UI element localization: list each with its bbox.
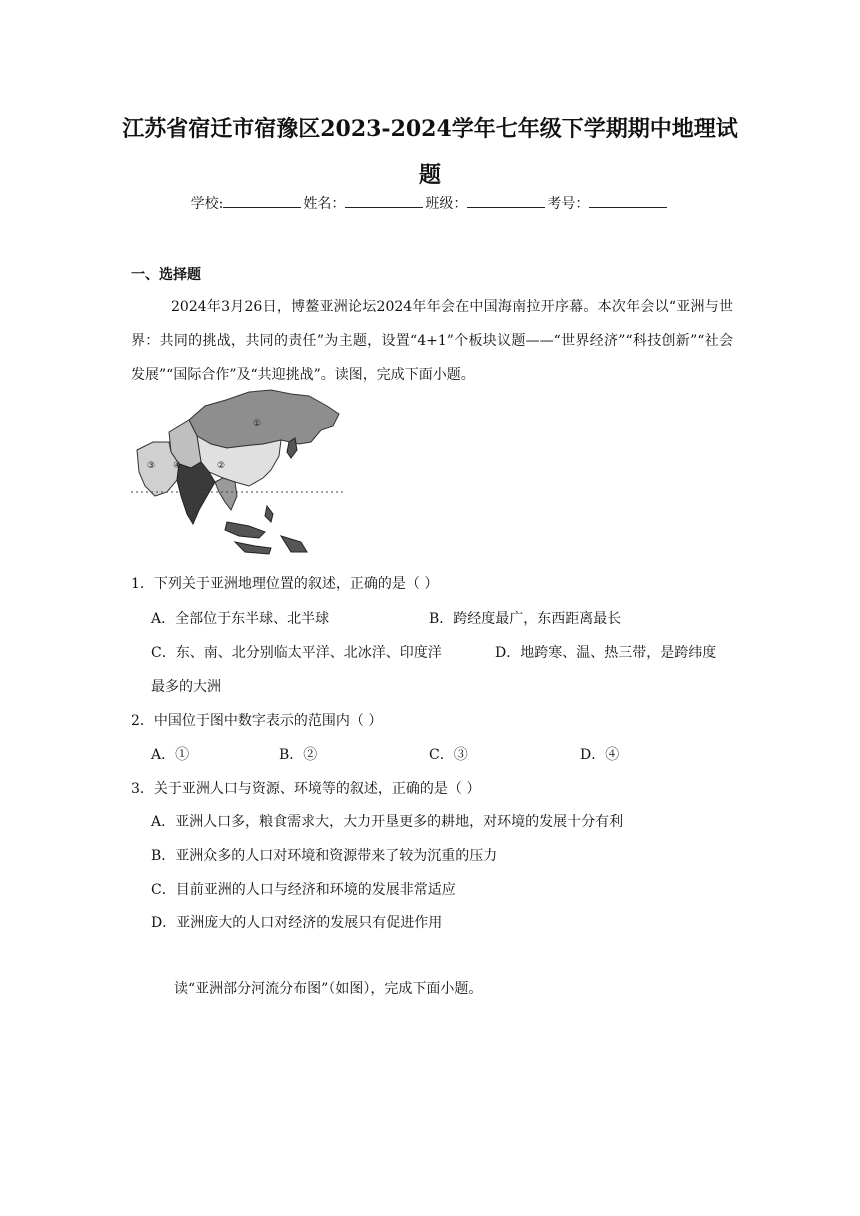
question-2-stem: 2．中国位于图中数字表示的范围内（ ） xyxy=(131,713,383,729)
name-label: 姓名： xyxy=(303,196,346,212)
intro-paragraph: 2024年3月26日，博鳌亚洲论坛2024年年会在中国海南拉开序幕。本次年会以“亚洲与世界：共同的挑战，共同的责任”为主题，设置“4+1”个板块议题——“世界经济”“科技创新”“社会发展”“国际合作”及“共迎挑战”。读图，完成下面小题。 xyxy=(131,299,733,383)
question-3-option-b[interactable]: B．亚洲众多的人口对环境和资源带来了较为沉重的压力 xyxy=(151,848,498,864)
question-1-option-a[interactable]: A．全部位于东半球、北半球 xyxy=(151,611,330,627)
exam-title-line-1: 江苏省宿迁市宿豫区2023-2024学年七年级下学期期中地理试 xyxy=(122,116,738,142)
question-1-option-d[interactable]: D．地跨寒、温、热三带，是跨纬度 xyxy=(495,645,717,661)
school-blank[interactable] xyxy=(223,193,301,208)
question-2-option-b[interactable]: B．② xyxy=(279,747,318,763)
exam-title-line-2: 题 xyxy=(418,162,441,188)
question-3-option-d[interactable]: D．亚洲庞大的人口对经济的发展只有促进作用 xyxy=(151,915,443,931)
name-blank[interactable] xyxy=(345,193,423,208)
school-label: 学校: xyxy=(190,196,224,212)
read-prompt: 读“亚洲部分河流分布图”（如图），完成下面小题。 xyxy=(174,981,483,997)
map-label-2: ② xyxy=(217,461,226,471)
map-label-1: ① xyxy=(253,419,262,429)
asia-map xyxy=(131,386,351,564)
map-label-4: ④ xyxy=(173,461,182,471)
number-blank[interactable] xyxy=(589,193,667,208)
question-3-option-c[interactable]: C．目前亚洲的人口与经济和环境的发展非常适应 xyxy=(151,882,456,898)
class-blank[interactable] xyxy=(467,193,545,208)
question-1-stem: 1．下列关于亚洲地理位置的叙述，正确的是（ ） xyxy=(131,576,439,592)
question-2-option-a[interactable]: A．① xyxy=(151,747,190,763)
question-1-option-d-continued: 最多的大洲 xyxy=(151,679,221,695)
map-label-3: ③ xyxy=(147,461,156,471)
number-label: 考号： xyxy=(547,196,590,212)
question-2-option-c[interactable]: C．③ xyxy=(429,747,468,763)
section-title: 一、选择题 xyxy=(131,267,201,283)
question-1-option-b[interactable]: B．跨经度最广，东西距离最长 xyxy=(429,611,622,627)
question-3-stem: 3．关于亚洲人口与资源、环境等的叙述，正确的是（ ） xyxy=(131,781,481,797)
question-3-option-a[interactable]: A．亚洲人口多，粮食需求大，大力开垦更多的耕地，对环境的发展十分有利 xyxy=(151,814,624,830)
map-islands xyxy=(225,506,307,554)
question-2-option-d[interactable]: D．④ xyxy=(580,747,620,763)
student-info-row xyxy=(0,193,860,213)
map-region-north xyxy=(189,390,339,448)
question-1-option-c[interactable]: C．东、南、北分别临太平洋、北冰洋、印度洋 xyxy=(151,645,442,661)
exam-title xyxy=(0,106,860,198)
class-label: 班级： xyxy=(425,196,468,212)
map-region-southeast xyxy=(215,478,237,510)
